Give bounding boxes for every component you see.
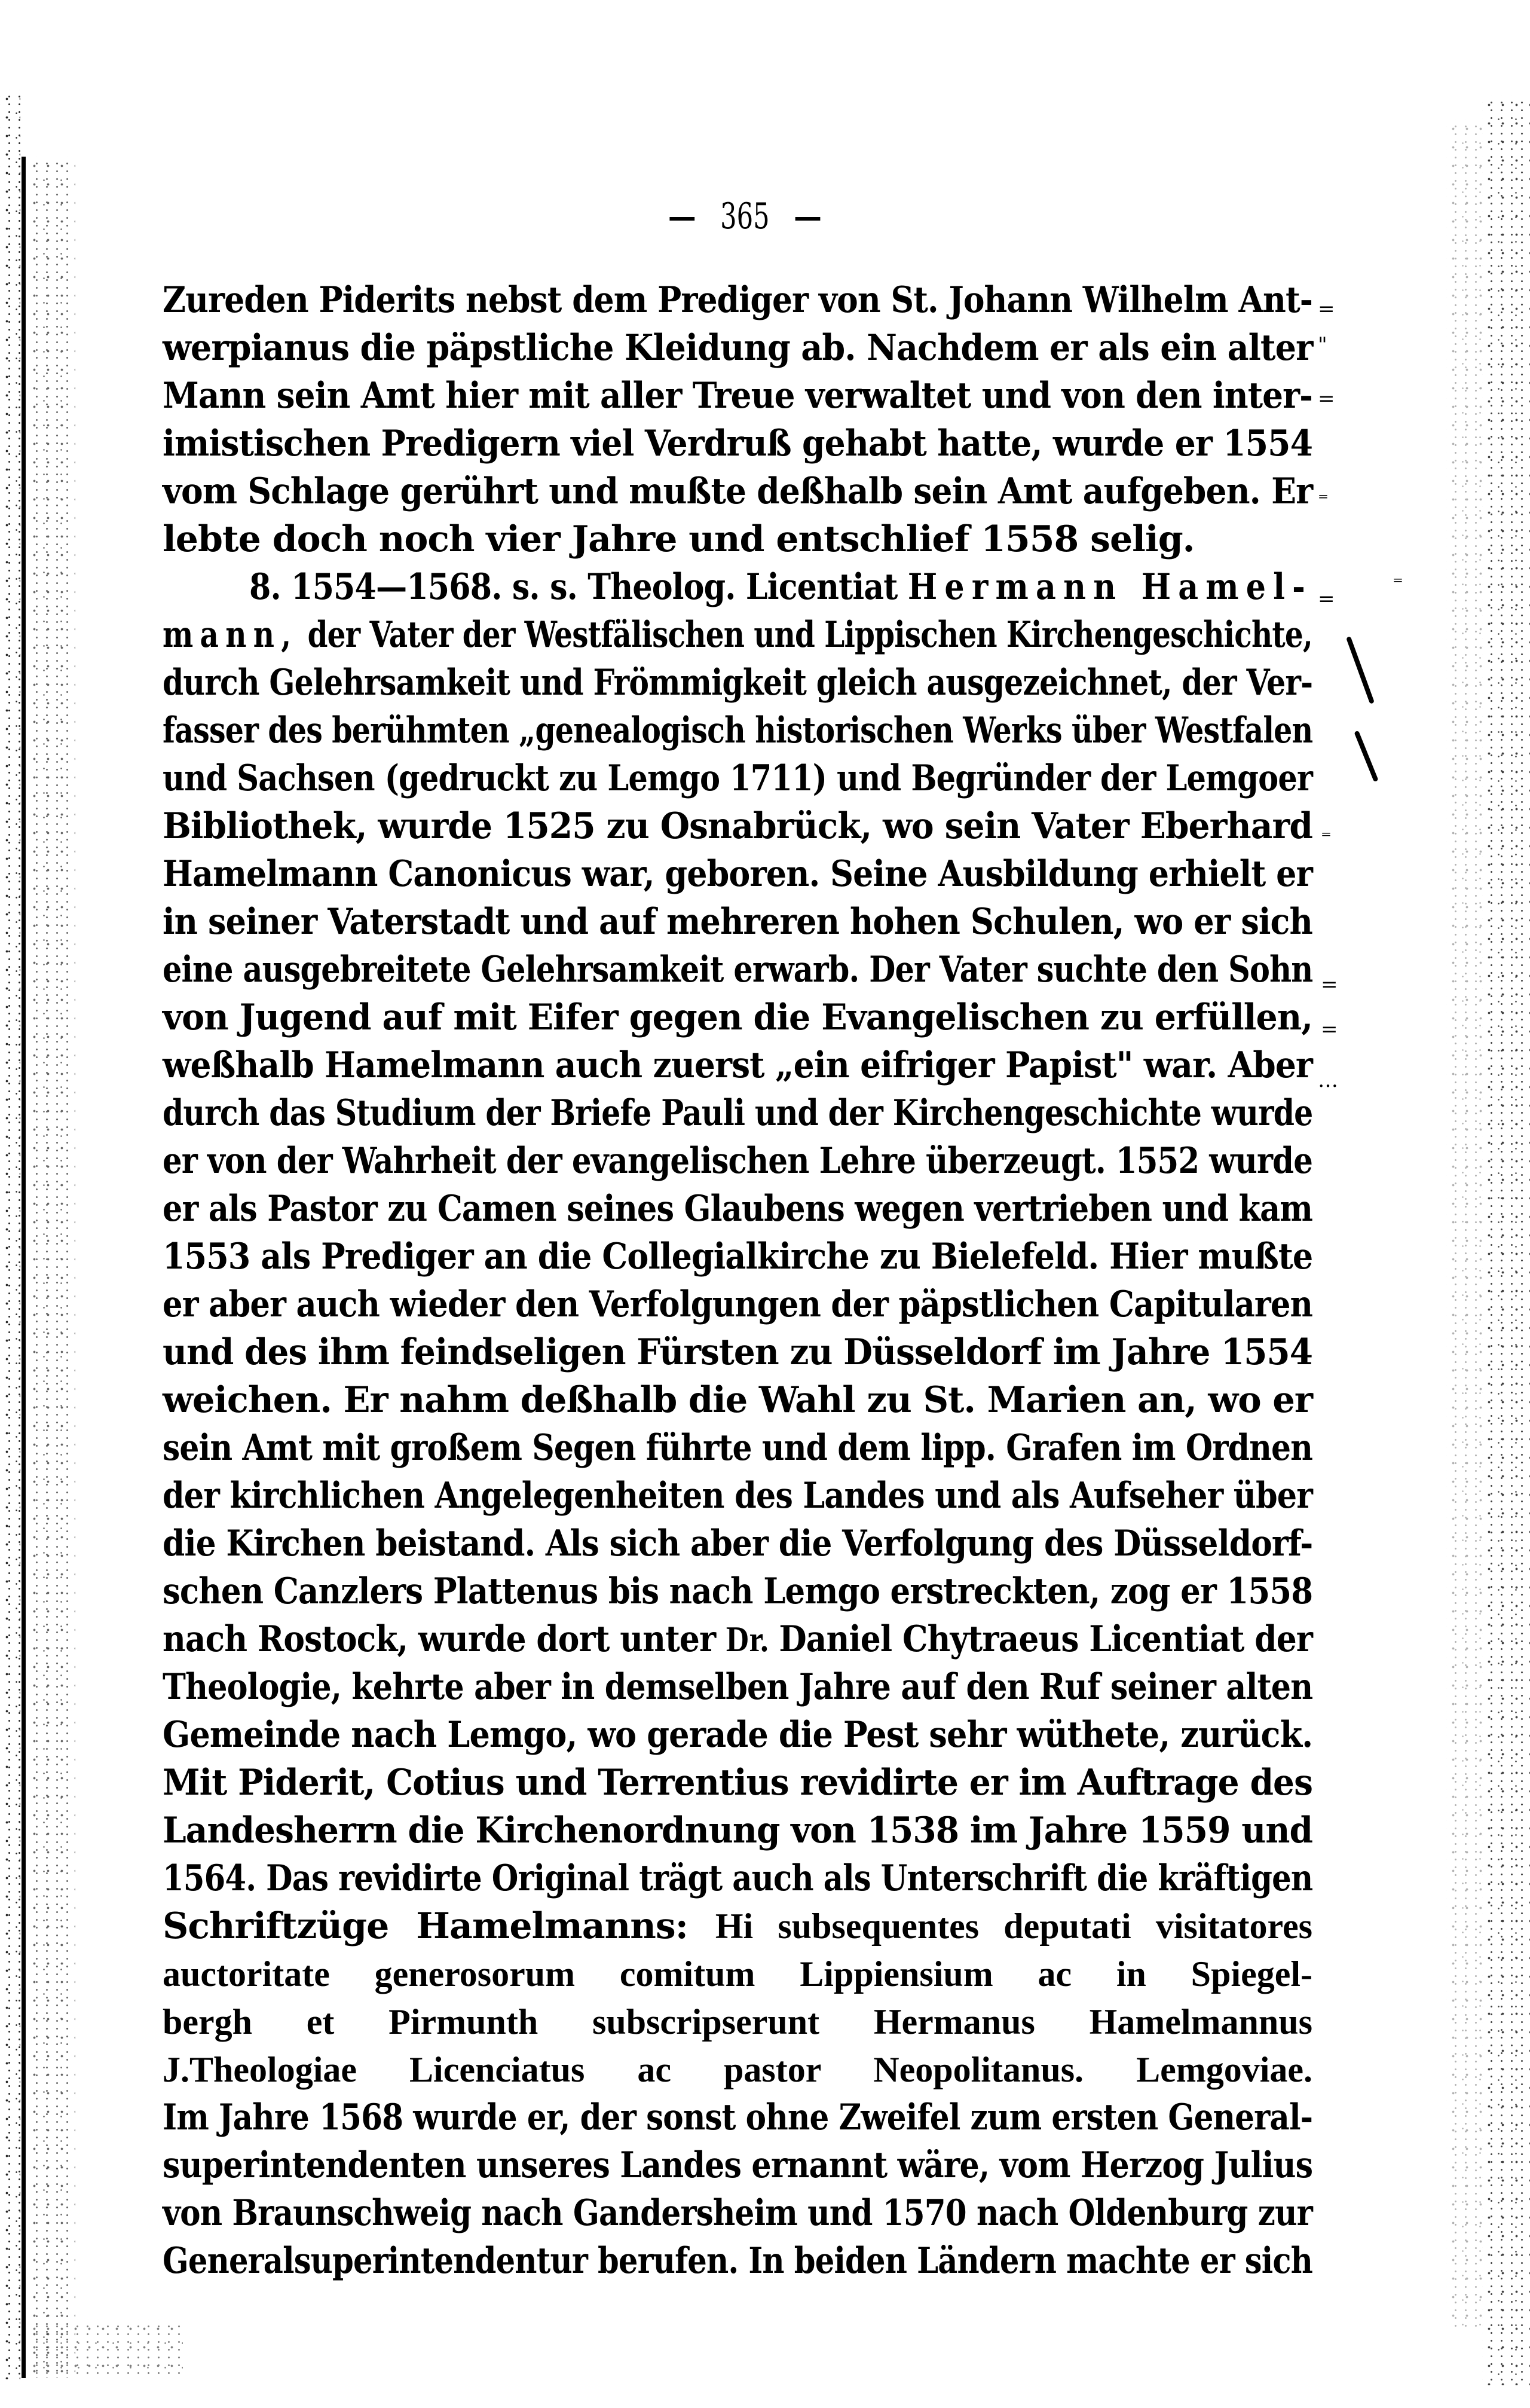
margin-mark: ⁼ (1393, 572, 1406, 596)
text-line-2: werpianus die päpstliche Kleidung ab. Nachdem er als ein alter (163, 327, 1313, 369)
text-line-17: weßhalb Hamelmann auch zuerst „ein eifriger Papist" war. Aber (163, 1044, 1312, 1086)
text-line-20: er als Pastor zu Camen seines Glaubens wegen vertrieben und kam (163, 1188, 1313, 1230)
text-line-41: von Braunschweig nach Gandersheim und 1570 nach Oldenburg zur (163, 2192, 1312, 2234)
text-line-4: imistischen Predigern viel Verdruß gehabt hatte, wurde er 1554 (163, 423, 1312, 465)
margin-mark: … (1318, 1068, 1341, 1092)
text-line-18: durch das Studium der Briefe Pauli und der Kirchengeschichte wurde (163, 1092, 1313, 1134)
text-line-23: und des ihm feindseligen Fürsten zu Düsseldorf im Jahre 1554 (163, 1331, 1312, 1373)
text-line-5: vom Schlage gerührt und mußte deßhalb sein Amt aufgeben. Er (163, 470, 1313, 512)
text-line-30: Theologie, kehrte aber in demselben Jahre auf den Ruf seiner alten (163, 1666, 1313, 1708)
text-line-29: nach Rostock, wurde dort unter Dr. Daniel Chytraeus Licentiat der (163, 1618, 1313, 1660)
text-line-36-latin: auctoritate generosorum comitum Lippiensium ac in Spiegel- (163, 1954, 1312, 1994)
margin-mark: = (1318, 297, 1338, 321)
text-line-21: 1553 als Prediger an die Collegialkirche zu Bielefeld. Hier mußte (163, 1236, 1313, 1278)
margin-mark: = (1321, 973, 1341, 997)
scan-noise-right-inner (1446, 120, 1482, 2331)
text-line-8: mann, der Vater der Westfälischen und Lippischen Kirchengeschichte, (163, 614, 1313, 656)
text-line-31: Gemeinde nach Lemgo, wo gerade die Pest sehr wüthete, zurück. (163, 1714, 1313, 1756)
text-line-19: er von der Wahrheit der evangelischen Lehre überzeugt. 1552 wurde (163, 1140, 1312, 1182)
text-line-42: Generalsuperintendentur berufen. In beiden Ländern machte er sich (163, 2240, 1312, 2282)
text-line-26: der kirchlichen Angelegenheiten des Landes und als Aufseher über (163, 1475, 1312, 1517)
dash-left (669, 217, 694, 221)
pen-mark-stroke (1346, 636, 1375, 704)
text-line-34: 1564. Das revidirte Original trägt auch als Unterschrift die kräftigen (163, 1857, 1313, 1899)
spaced-name-hermann-hamelmann: Hermann Hamel- (907, 566, 1312, 608)
scan-noise-right-edge (1482, 96, 1530, 2385)
text-line-3: Mann sein Amt hier mit aller Treue verwaltet und von den inter- (163, 375, 1312, 417)
text-line-10: fasser des berühmten „genealogisch historischen Werks über Westfalen (163, 710, 1313, 751)
text-line-33: Landesherrn die Kirchenordnung von 1538 im Jahre 1559 und (163, 1810, 1312, 1851)
text-line-22: er aber auch wieder den Verfolgungen der päpstlichen Capitularen (163, 1284, 1313, 1325)
text-line-27: die Kirchen beistand. Als sich aber die Verfolgung des Düsseldorf- (163, 1523, 1313, 1564)
text-line-37-latin: bergh et Pirmunth subscripserunt Hermanus Hamelmannus (163, 2002, 1312, 2042)
text-line-13: Hamelmann Canonicus war, geboren. Seine Ausbildung erhielt er (163, 853, 1312, 895)
margin-mark: = (1318, 387, 1338, 411)
binding-border-line (22, 157, 26, 2378)
text-line-38-latin: J.Theologiae Licenciatus ac pastor Neopolitanus. Lemgoviae. (163, 2050, 1312, 2089)
text-line-14: in seiner Vaterstadt und auf mehreren hohen Schulen, wo er sich (163, 901, 1312, 943)
text-line-35: Schriftzüge Hamelmanns: Hi subsequentes deputati visitatores (163, 1905, 1313, 1947)
margin-mark: = (1321, 1017, 1341, 1041)
latin-quote-start: Hi subsequentes deputati visitatores (715, 1906, 1313, 1946)
page-header (194, 192, 1296, 240)
text-line-16: von Jugend auf mit Eifer gegen die Evangelischen zu erfüllen, (163, 997, 1313, 1038)
text-line-6: lebte doch noch vier Jahre und entschlief 1558 selig. (163, 518, 1195, 560)
margin-mark: = (1318, 587, 1338, 611)
section-lead: 8. 1554—1568. s. s. Theolog. Licentiat (249, 566, 898, 608)
text-line-40: superintendenten unseres Landes ernannt wäre, vom Herzog Julius (163, 2144, 1313, 2186)
text-line-28: schen Canzlers Plattenus bis nach Lemgo erstreckten, zog er 1558 (163, 1570, 1313, 1612)
spaced-name-continuation: mann, (163, 614, 298, 656)
text-line-11: und Sachsen (gedruckt zu Lemgo 1711) und Begründer der Lemgoer (163, 757, 1312, 799)
dash-right (795, 217, 821, 221)
latin-abbrev-dr: Dr. (726, 1619, 769, 1659)
text-line-25: sein Amt mit großem Segen führte und dem lipp. Grafen im Ordnen (163, 1427, 1312, 1469)
scan-noise-left-inner (27, 157, 75, 2378)
body-text (163, 276, 1312, 2285)
text-line-9: durch Gelehrsamkeit und Frömmigkeit gleich ausgezeichnet, der Ver- (163, 662, 1313, 704)
pen-mark-stroke (1354, 731, 1378, 782)
scan-noise-left-outer (0, 90, 20, 2379)
text-line-15: eine ausgebreitete Gelehrsamkeit erwarb. Der Vater suchte den Sohn (163, 949, 1313, 991)
text-line-1: Zureden Piderits nebst dem Prediger von St. Johann Wilhelm Ant- (163, 279, 1312, 321)
margin-mark: ⁼ (1318, 488, 1331, 512)
text-line-24: weichen. Er nahm deßhalb die Wahl zu St. Marien an, wo er (163, 1379, 1312, 1421)
text-line-12: Bibliothek, wurde 1525 zu Osnabrück, wo sein Vater Eberhard (163, 805, 1312, 847)
page-number: 365 (720, 195, 770, 237)
margin-mark: " (1318, 333, 1330, 357)
text-line-7-section-heading (163, 563, 1312, 611)
margin-mark: ⁼ (1321, 826, 1334, 850)
scan-noise-bottom-left (27, 2320, 183, 2377)
text-line-32: Mit Piderit, Cotius und Terrentius revidirte er im Auftrage des (163, 1762, 1312, 1804)
text-line-39: Im Jahre 1568 wurde er, der sonst ohne Zweifel zum ersten General- (163, 2097, 1313, 2138)
